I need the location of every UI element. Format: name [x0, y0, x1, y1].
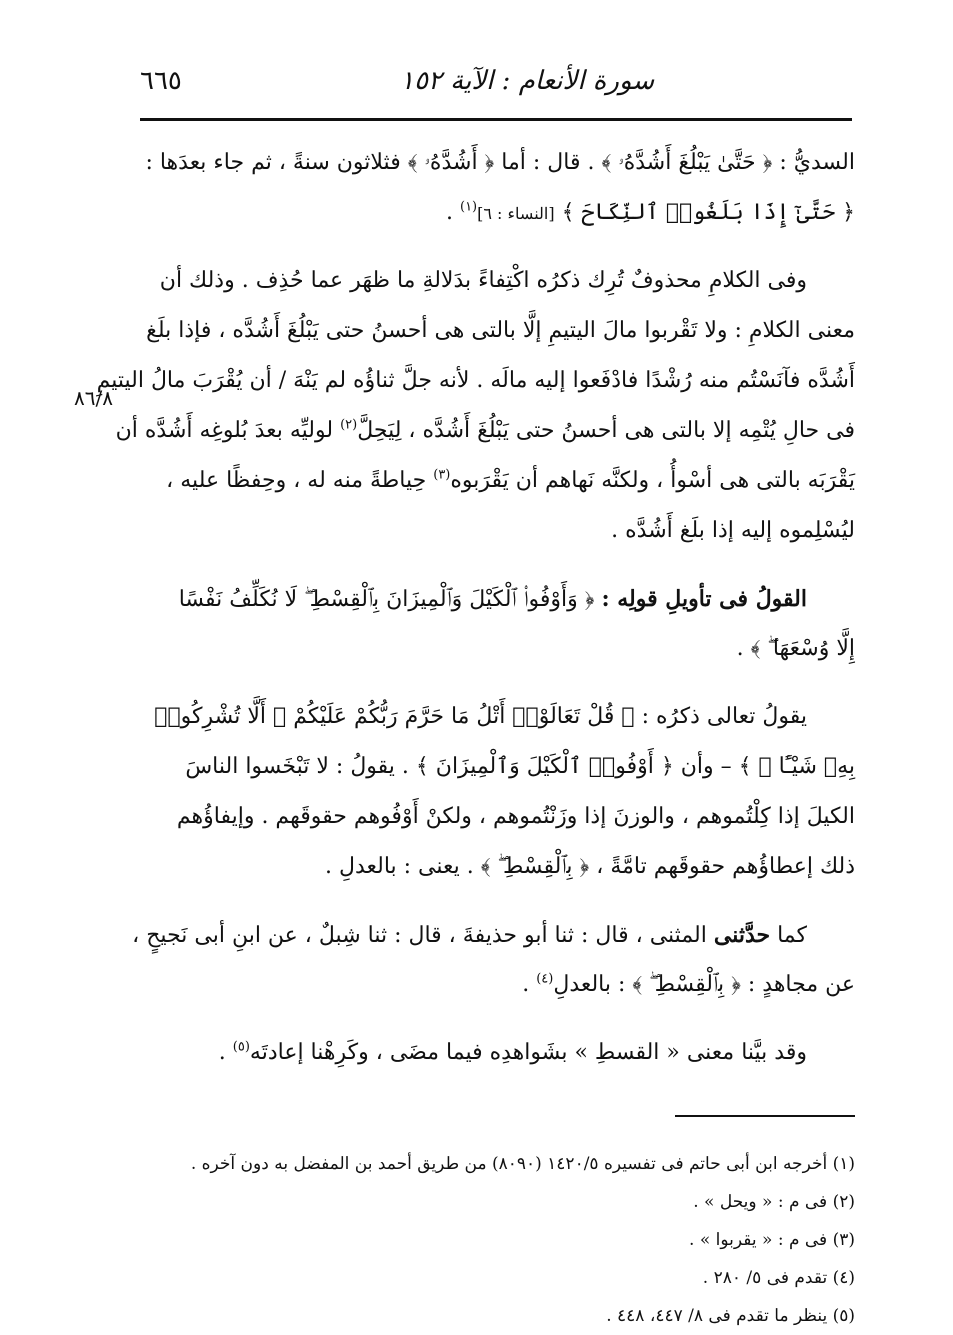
text-line [140, 1028, 855, 1078]
text-line [140, 574, 855, 624]
text-span: ليُسْلِموه إليه إذا بلَغ أَشُدَّه . [611, 518, 855, 543]
footnote: (٥) ينظر ما تقدم فى ٨/ ٤٤٧، ٤٤٨ . [606, 1306, 855, 1326]
text-span: وفى الكلامِ محذوفٌ تُرِك ذكرُه اكْتِفاءً بدَلالةِ ما ظهَر عما حُذِف . وذلك أن [159, 268, 807, 293]
text-span: حِياطةً منه له ، وحِفظًا عليه ، [166, 468, 434, 493]
text-span: . [445, 200, 460, 225]
page-number: ٦٦٥ [140, 66, 182, 96]
text-line [140, 692, 855, 742]
text-span: السديُّ : ﴿ حَتَّىٰ يَبْلُغَ أَشُدَّهُۥ ﴾ . قال : أما ﴿ أَشُدَّهُۥ ﴾ فثلاثون سنةً ، ثم جاء بعدَها : [145, 150, 855, 175]
footnote-marker: (٢) [340, 417, 358, 433]
quran-verse: ﴿ حَتَّىٰٓ إِذَا بَلَغُوا۟ ٱلنِّكَاحَ ﴾ [561, 200, 855, 225]
page-header [140, 66, 852, 106]
footnote-marker: (٥) [232, 1039, 250, 1055]
text-span: وقد بيَّنا معنى « القسطِ » بشَواهدِه فيما مضَى ، وكَرِهْنا إعادتَه [249, 1040, 807, 1065]
text-line [140, 792, 855, 842]
paragraph-gap [140, 238, 855, 256]
text-span: المثنى ، قال : ثنا أبو حذيفةَ ، قال : ثنا شِبلٌ ، عن ابنِ أبى نَجيحٍ ، [132, 923, 714, 948]
footnote: (١) أخرجه ابن أبى حاتم فى تفسيره ١٤٢٠/٥ (٨٠٩٠) من طريق أحمد بن المفضل به دون آخره . [190, 1154, 855, 1174]
footnotes [140, 1145, 855, 1335]
running-head: سورة الأنعام : الآية ١٥٢ [400, 66, 655, 96]
text-span: . [522, 972, 537, 997]
text-line [140, 842, 855, 892]
text-span: معنى الكلامِ : ولا تَقْربوا مالَ اليتيمِ إلَّا بالتى هى أحسنُ حتى يَبْلُغَ أَشُدَّه ، فإذا بلَغ [146, 318, 855, 343]
text-span: . [218, 1040, 233, 1065]
text-line [140, 456, 855, 506]
text-span: يَقْرَبَه بالتى هى أسْوأُ ، ولكنَّه نَهاهم أن يَقْرَبوه [450, 468, 855, 493]
text-span: فى حالِ يُتْمِه إلا بالتى هى أحسنُ حتى يَبْلُغَ أَشُدَّه ، لِيَحِلَّ [357, 418, 855, 443]
footnote-marker: (٤) [536, 971, 554, 987]
text-span: كما [770, 923, 807, 948]
text-line [140, 256, 855, 306]
text-line [140, 624, 855, 674]
text-line [140, 188, 855, 238]
text-span: الكيلَ إذا كِلْتُموهم ، والوزنَ إذا وزَنْتُموهم ، ولكنْ أَوْفُوهم حقوقَهم . وإيفاؤُهم [176, 804, 855, 829]
text-line [140, 306, 855, 356]
text-line [140, 742, 855, 792]
footnote: (٤) تقدم فى ٥/ ٢٨٠ . [702, 1268, 855, 1288]
paragraph-gap [140, 556, 855, 574]
hadith-term: حدَّثنى [713, 922, 771, 948]
footnote-rule [675, 1115, 855, 1117]
text-span: ذلك إعطاؤُهم حقوقَهم تامَّةً ، ﴿ بِٱلْقِسْطِ ۖ ﴾ . يعنى : بالعدلِ . [325, 854, 855, 879]
text-line [115, 406, 855, 456]
text-span: لوليِّه بعدَ بُلوغِه أَشُدَّه أن [115, 418, 341, 443]
text-span: عن مجاهدٍ : ﴿ بِٱلْقِسْطِ ۖ ﴾ : بالعدلِ [553, 972, 855, 997]
quran-verse: ﴿ وَأَوْفُوا۟ ٱلْكَيْلَ وَٱلْمِيزَانَ بِٱلْقِسْطِ ۖ لَا نُكَلِّفُ نَفْسًا [178, 587, 602, 612]
text-span: أَشُدَّه فآنَسْتُم منه رُشْدًا فادْفَعوا إليه مالَه . لأنه جلَّ ثناؤُه لم يَنْهَ / أن يُقْرَبَ مالُ اليتيمِ [96, 368, 855, 393]
footnote: (٣) فى م : « يقربوا » . [689, 1230, 855, 1250]
section-heading: القولُ فى تأويلِ قولِه : [601, 586, 807, 612]
text-span: يقولُ تعالى ذكرُه : ﴿ قُلْ تَعَالَوْا۟ أَتْلُ مَا حَرَّمَ رَبُّكُمْ عَلَيْكُمْ ۖ أَلَّا تُشْرِكُوا۟ [154, 704, 807, 729]
text-line [140, 138, 855, 188]
quran-verse: إِلَّا وُسْعَهَا ۖ ﴾ . [736, 636, 855, 661]
text-line [140, 506, 855, 556]
header-rule [140, 118, 852, 121]
footnote-marker: (٣) [433, 467, 451, 483]
paragraph-gap [140, 1010, 855, 1028]
text-line [140, 960, 855, 1010]
main-text [96, 138, 855, 1078]
verse-reference: [النساء : ٦] [477, 204, 555, 223]
text-span: بِهِۦ شَيْـًٔا ۖ ﴾ – وأن ﴿ أَوْفُوا۟ ٱلْكَيْلَ وَٱلْمِيزَانَ ﴾ . يقولُ : لا تَبْخَسوا الناسَ [185, 754, 855, 779]
paragraph-gap [140, 674, 855, 692]
text-line [132, 910, 855, 960]
footnote-marker: (١) [459, 199, 478, 215]
margin-reference: ٨٦/٨ [74, 386, 113, 410]
footnote: (٢) فى م : « ويحل » . [693, 1192, 855, 1212]
text-line [96, 356, 855, 406]
paragraph-gap [140, 892, 855, 910]
